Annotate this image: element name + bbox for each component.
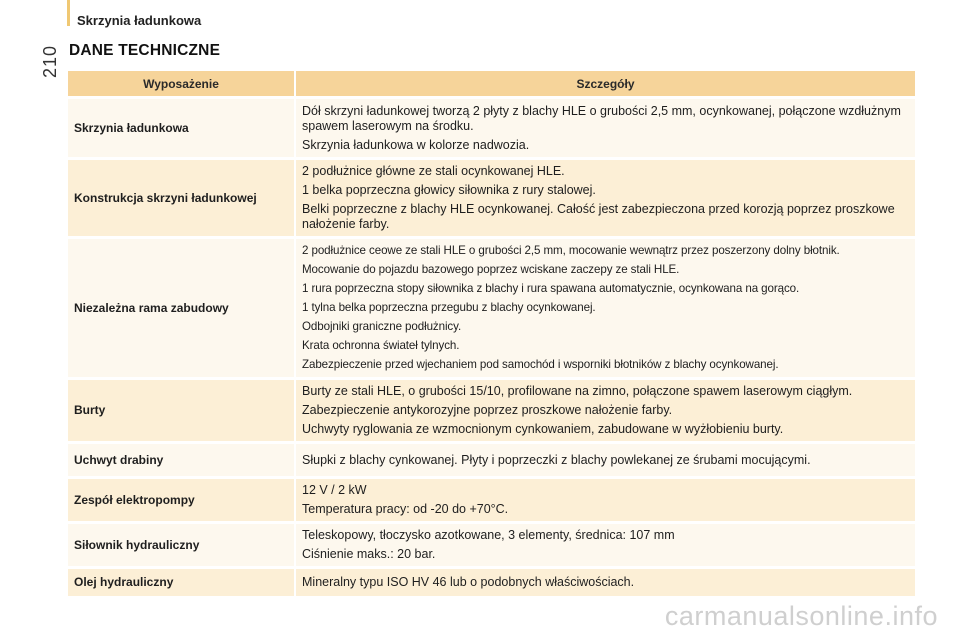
table-row (68, 380, 915, 441)
section-title: Skrzynia ładunkowa (77, 13, 202, 28)
detail-line: 1 belka poprzeczna głowicy siłownika z rury stalowej. (302, 183, 596, 197)
detail-line: Burty ze stali HLE, o grubości 15/10, profilowane na zimno, połączone spawem laserowym ciągłym. (302, 384, 853, 398)
row-label: Skrzynia ładunkowa (68, 99, 296, 157)
table-row (68, 444, 915, 476)
table-row (68, 479, 915, 521)
detail-line: 2 podłużnice główne ze stali ocynkowanej HLE. (302, 164, 565, 178)
detail-line: 2 podłużnice ceowe ze stali HLE o grubości 2,5 mm, mocowanie wewnątrz przez poszerzony dolny błotnik. (302, 244, 840, 257)
row-label: Zespół elektropompy (68, 479, 296, 521)
detail-line: 12 V / 2 kW (302, 483, 367, 497)
detail-line: 1 rura poprzeczna stopy siłownika z blachy i rura spawana automatycznie, ocynkowana na gorąco. (302, 282, 800, 295)
detail-line: Dół skrzyni ładunkowej tworzą 2 płyty z blachy HLE o grubości 2,5 mm, ocynkowanej, połączone wzdłużnym spawem laserowym na środku. (302, 103, 901, 133)
detail-line: Ciśnienie maks.: 20 bar. (302, 547, 436, 561)
detail-line: Odbojniki graniczne podłużnicy. (302, 320, 462, 333)
row-label: Konstrukcja skrzyni ładunkowej (68, 160, 296, 236)
detail-line: Belki poprzeczne z blachy HLE ocynkowanej. Całość jest zabezpieczona przed korozją poprzez proszkowe nałożenie farby. (302, 202, 895, 231)
row-details (296, 569, 915, 596)
table-row (68, 99, 915, 157)
row-label: Uchwyt drabiny (68, 444, 296, 476)
detail-line: 1 tylna belka poprzeczna przegubu z blachy ocynkowanej. (302, 301, 596, 314)
row-details (296, 99, 915, 157)
column-header-details: Szczegóły (296, 71, 915, 96)
table-row (68, 239, 915, 377)
row-label: Burty (68, 380, 296, 441)
detail-line: Zabezpieczenie przed wjechaniem pod samochód i wsporniki błotników z blachy ocynkowanej. (302, 358, 779, 371)
detail-line: Krata ochronna świateł tylnych. (302, 339, 460, 352)
detail-line: Zabezpieczenie antykorozyjne poprzez proszkowe nałożenie farby. (302, 403, 673, 417)
table-header-row (68, 71, 915, 96)
detail-line: Mocowanie do pojazdu bazowego poprzez wciskane zaczepy ze stali HLE. (302, 263, 680, 276)
row-details (296, 444, 915, 476)
detail-line: Słupki z blachy cynkowanej. Płyty i poprzeczki z blachy powlekanej ze śrubami mocującymi. (302, 452, 811, 467)
row-details (296, 479, 915, 521)
spec-table (68, 68, 915, 599)
row-details (296, 239, 915, 377)
watermark: carmanualsonline.info (664, 601, 938, 631)
detail-line: Teleskopowy, tłoczysko azotkowane, 3 elementy, średnica: 107 mm (302, 528, 675, 542)
section-accent-bar (67, 0, 70, 26)
table-row (68, 569, 915, 596)
page-title: DANE TECHNICZNE (69, 42, 221, 59)
detail-line: Mineralny typu ISO HV 46 lub o podobnych właściwościach. (302, 575, 635, 589)
page-number: 210 (40, 44, 60, 78)
detail-line: Temperatura pracy: od -20 do +70°C. (302, 502, 509, 516)
row-details (296, 524, 915, 566)
table-row (68, 160, 915, 236)
row-label: Siłownik hydrauliczny (68, 524, 296, 566)
column-header-equipment: Wyposażenie (68, 71, 296, 96)
row-label: Niezależna rama zabudowy (68, 239, 296, 377)
row-details (296, 160, 915, 236)
table-row (68, 524, 915, 566)
row-details (296, 380, 915, 441)
row-label: Olej hydrauliczny (68, 569, 296, 596)
detail-line: Uchwyty ryglowania ze wzmocnionym cynkowaniem, zabudowane w wyżłobieniu burty. (302, 422, 784, 436)
detail-line: Skrzynia ładunkowa w kolorze nadwozia. (302, 137, 530, 152)
